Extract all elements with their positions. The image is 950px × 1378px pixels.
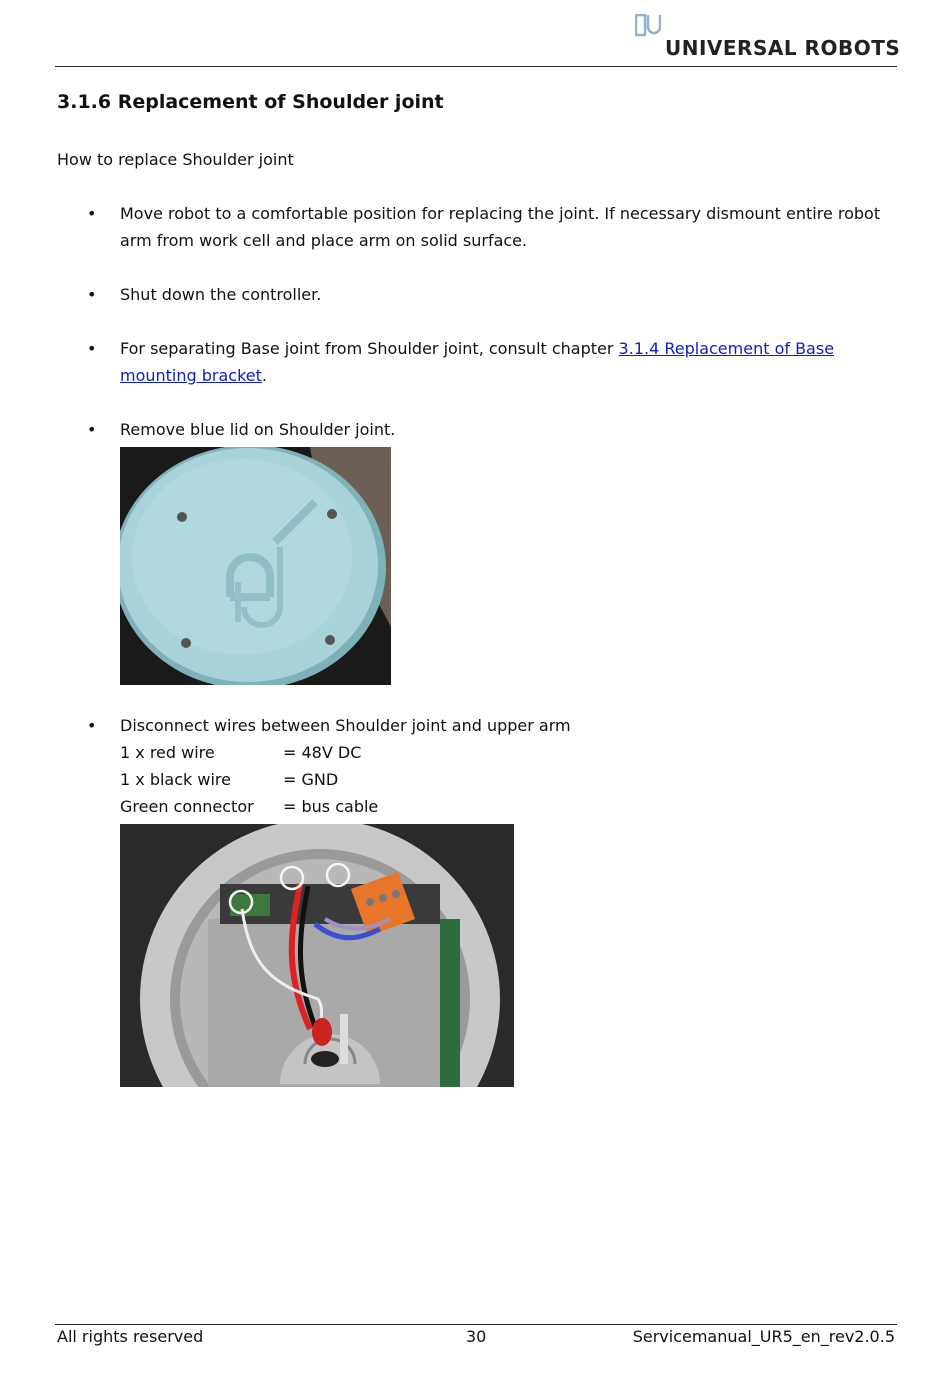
page-header [55,0,901,67]
step-text: Disconnect wires between Shoulder joint and upper arm [120,716,571,735]
wire-value: = 48V DC [283,743,362,762]
wire-name: 1 x black wire [120,770,231,789]
bullet-icon: • [87,339,97,358]
step-text: For separating Base joint from Shoulder joint, consult chapter [120,339,619,358]
section-intro: How to replace Shoulder joint [57,150,294,169]
step-text: Remove blue lid on Shoulder joint. [120,420,396,439]
list-item [57,416,892,685]
bullet-icon: • [87,420,97,439]
steps-list [57,200,892,1087]
list-item [57,281,892,308]
universal-robots-logo [635,14,901,60]
bullet-icon: • [87,285,97,304]
wire-name: Green connector [120,797,254,816]
list-item [57,200,892,254]
step-text: Move robot to a comfortable position for replacing the joint. If necessary dismount entire robot arm from work cell and place arm on solid surface. [120,204,881,250]
wire-name: 1 x red wire [120,743,215,762]
section-title: 3.1.6 Replacement of Shoulder joint [57,91,444,113]
list-item [57,335,892,389]
chapter-link[interactable]: 3.1.4 Replacement of Base mounting bracket [120,339,835,385]
wire-value: = bus cable [283,797,379,816]
page-content [57,88,892,1114]
document-id: Servicemanual_UR5_en_rev2.0.5 [632,1327,895,1346]
page-number: 30 [466,1327,487,1346]
step-text: Shut down the controller. [120,285,322,304]
step-text-suffix: . [261,366,267,385]
footer-rights: All rights reserved [57,1327,204,1346]
wire-table [120,739,892,820]
page-footer [55,1324,897,1346]
wiring-photo [120,824,514,1087]
bullet-icon: • [87,716,97,735]
ur-logo-icon [635,14,661,40]
blue-lid-photo [120,447,391,685]
logo-text: UNIVERSAL ROBOTS [665,36,901,60]
bullet-icon: • [87,204,97,223]
wire-value: = GND [283,770,339,789]
list-item [57,712,892,1087]
